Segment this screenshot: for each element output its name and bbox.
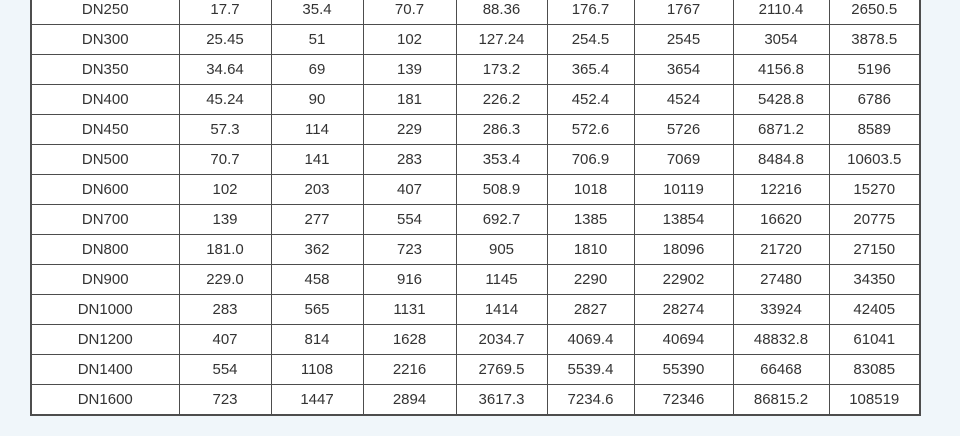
value-cell: 33924 [733, 295, 829, 325]
row-label-cell: DN450 [31, 115, 179, 145]
table-row [31, 385, 920, 416]
value-cell: 40694 [634, 325, 733, 355]
value-cell: 70.7 [363, 0, 456, 25]
value-cell: 452.4 [547, 85, 634, 115]
table-row [31, 325, 920, 355]
value-cell: 86815.2 [733, 385, 829, 416]
table-row [31, 55, 920, 85]
value-cell: 1131 [363, 295, 456, 325]
value-cell: 28274 [634, 295, 733, 325]
value-cell: 5196 [829, 55, 920, 85]
value-cell: 353.4 [456, 145, 547, 175]
value-cell: 5726 [634, 115, 733, 145]
value-cell: 108519 [829, 385, 920, 416]
value-cell: 181 [363, 85, 456, 115]
value-cell: 15270 [829, 175, 920, 205]
value-cell: 25.45 [179, 25, 271, 55]
table-row [31, 355, 920, 385]
value-cell: 508.9 [456, 175, 547, 205]
value-cell: 565 [271, 295, 363, 325]
value-cell: 4069.4 [547, 325, 634, 355]
value-cell: 2216 [363, 355, 456, 385]
value-cell: 72346 [634, 385, 733, 416]
value-cell: 1414 [456, 295, 547, 325]
flow-table-body [31, 0, 920, 415]
value-cell: 181.0 [179, 235, 271, 265]
row-label-cell: DN300 [31, 25, 179, 55]
value-cell: 141 [271, 145, 363, 175]
row-label-cell: DN1200 [31, 325, 179, 355]
table-row [31, 295, 920, 325]
value-cell: 34.64 [179, 55, 271, 85]
flow-rate-table-container [30, 0, 921, 416]
value-cell: 102 [179, 175, 271, 205]
value-cell: 90 [271, 85, 363, 115]
value-cell: 57.3 [179, 115, 271, 145]
row-label-cell: DN500 [31, 145, 179, 175]
value-cell: 22902 [634, 265, 733, 295]
value-cell: 723 [179, 385, 271, 416]
value-cell: 12216 [733, 175, 829, 205]
value-cell: 283 [363, 145, 456, 175]
value-cell: 20775 [829, 205, 920, 235]
value-cell: 1447 [271, 385, 363, 416]
row-label-cell: DN800 [31, 235, 179, 265]
value-cell: 2650.5 [829, 0, 920, 25]
value-cell: 27480 [733, 265, 829, 295]
row-label-cell: DN400 [31, 85, 179, 115]
value-cell: 42405 [829, 295, 920, 325]
value-cell: 407 [179, 325, 271, 355]
value-cell: 1628 [363, 325, 456, 355]
value-cell: 283 [179, 295, 271, 325]
row-label-cell: DN250 [31, 0, 179, 25]
value-cell: 51 [271, 25, 363, 55]
value-cell: 114 [271, 115, 363, 145]
table-row [31, 175, 920, 205]
value-cell: 7069 [634, 145, 733, 175]
table-row [31, 25, 920, 55]
value-cell: 572.6 [547, 115, 634, 145]
value-cell: 723 [363, 235, 456, 265]
value-cell: 2827 [547, 295, 634, 325]
value-cell: 286.3 [456, 115, 547, 145]
value-cell: 1767 [634, 0, 733, 25]
value-cell: 10119 [634, 175, 733, 205]
value-cell: 8589 [829, 115, 920, 145]
value-cell: 554 [179, 355, 271, 385]
value-cell: 34350 [829, 265, 920, 295]
value-cell: 127.24 [456, 25, 547, 55]
value-cell: 139 [179, 205, 271, 235]
value-cell: 905 [456, 235, 547, 265]
value-cell: 916 [363, 265, 456, 295]
value-cell: 3654 [634, 55, 733, 85]
value-cell: 88.36 [456, 0, 547, 25]
value-cell: 554 [363, 205, 456, 235]
value-cell: 61041 [829, 325, 920, 355]
table-row [31, 145, 920, 175]
value-cell: 6786 [829, 85, 920, 115]
row-label-cell: DN350 [31, 55, 179, 85]
value-cell: 102 [363, 25, 456, 55]
value-cell: 173.2 [456, 55, 547, 85]
value-cell: 16620 [733, 205, 829, 235]
table-row [31, 115, 920, 145]
value-cell: 1108 [271, 355, 363, 385]
value-cell: 2545 [634, 25, 733, 55]
value-cell: 10603.5 [829, 145, 920, 175]
value-cell: 83085 [829, 355, 920, 385]
value-cell: 69 [271, 55, 363, 85]
value-cell: 176.7 [547, 0, 634, 25]
value-cell: 6871.2 [733, 115, 829, 145]
value-cell: 1385 [547, 205, 634, 235]
value-cell: 277 [271, 205, 363, 235]
value-cell: 70.7 [179, 145, 271, 175]
value-cell: 35.4 [271, 0, 363, 25]
flow-rate-table [30, 0, 921, 416]
value-cell: 2894 [363, 385, 456, 416]
value-cell: 2769.5 [456, 355, 547, 385]
value-cell: 45.24 [179, 85, 271, 115]
value-cell: 2034.7 [456, 325, 547, 355]
value-cell: 18096 [634, 235, 733, 265]
value-cell: 229.0 [179, 265, 271, 295]
table-row [31, 205, 920, 235]
table-row [31, 0, 920, 25]
value-cell: 5539.4 [547, 355, 634, 385]
value-cell: 226.2 [456, 85, 547, 115]
value-cell: 3054 [733, 25, 829, 55]
value-cell: 2290 [547, 265, 634, 295]
value-cell: 139 [363, 55, 456, 85]
table-row [31, 265, 920, 295]
value-cell: 13854 [634, 205, 733, 235]
value-cell: 1018 [547, 175, 634, 205]
value-cell: 1145 [456, 265, 547, 295]
table-row [31, 85, 920, 115]
value-cell: 706.9 [547, 145, 634, 175]
value-cell: 229 [363, 115, 456, 145]
value-cell: 5428.8 [733, 85, 829, 115]
value-cell: 814 [271, 325, 363, 355]
value-cell: 254.5 [547, 25, 634, 55]
value-cell: 4156.8 [733, 55, 829, 85]
value-cell: 21720 [733, 235, 829, 265]
value-cell: 365.4 [547, 55, 634, 85]
value-cell: 4524 [634, 85, 733, 115]
value-cell: 3617.3 [456, 385, 547, 416]
value-cell: 55390 [634, 355, 733, 385]
row-label-cell: DN600 [31, 175, 179, 205]
row-label-cell: DN1000 [31, 295, 179, 325]
value-cell: 1810 [547, 235, 634, 265]
value-cell: 3878.5 [829, 25, 920, 55]
value-cell: 7234.6 [547, 385, 634, 416]
value-cell: 27150 [829, 235, 920, 265]
value-cell: 362 [271, 235, 363, 265]
row-label-cell: DN900 [31, 265, 179, 295]
value-cell: 458 [271, 265, 363, 295]
value-cell: 66468 [733, 355, 829, 385]
row-label-cell: DN1400 [31, 355, 179, 385]
table-row [31, 235, 920, 265]
row-label-cell: DN1600 [31, 385, 179, 416]
value-cell: 48832.8 [733, 325, 829, 355]
value-cell: 2110.4 [733, 0, 829, 25]
value-cell: 203 [271, 175, 363, 205]
value-cell: 692.7 [456, 205, 547, 235]
value-cell: 8484.8 [733, 145, 829, 175]
value-cell: 17.7 [179, 0, 271, 25]
row-label-cell: DN700 [31, 205, 179, 235]
value-cell: 407 [363, 175, 456, 205]
